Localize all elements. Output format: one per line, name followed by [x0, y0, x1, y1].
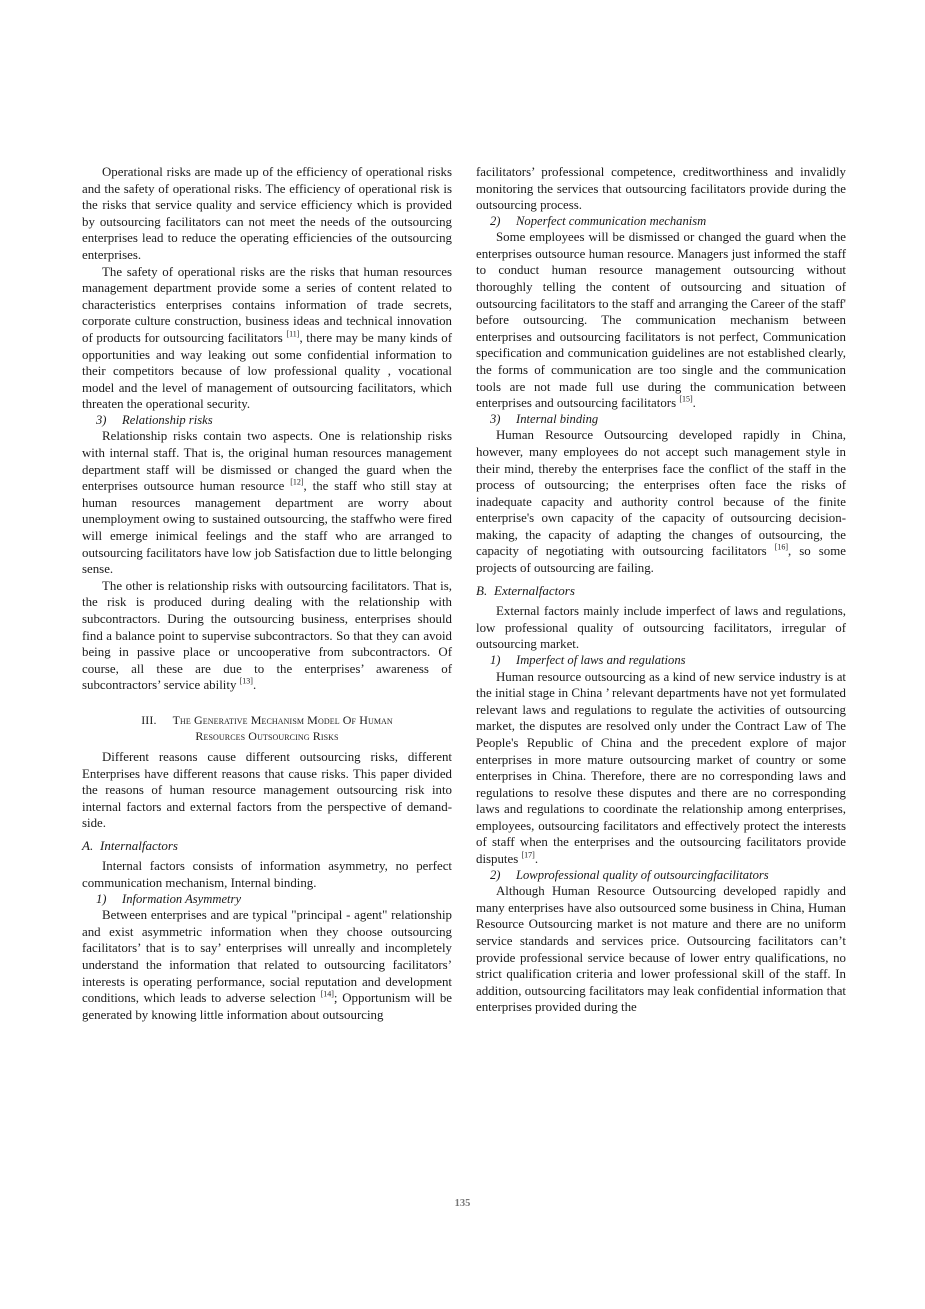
section-title: The Generative Mechanism Model Of Human	[172, 712, 393, 727]
citation: [14]	[320, 989, 334, 999]
citation: [12]	[290, 477, 304, 487]
subsection-number: 2)	[490, 867, 501, 882]
subsection-number: 1)	[490, 653, 501, 668]
paragraph-text: .	[692, 396, 696, 411]
section-number: B.	[476, 582, 488, 598]
subsection-heading	[490, 412, 846, 428]
section-heading-line	[82, 712, 452, 729]
paragraph-text: Internal factors consists of information asymmetry, no perfect communication mechanism, Internal binding.	[82, 859, 452, 891]
paragraph	[82, 428, 452, 577]
subsection-title: Information Asymmetry	[122, 891, 242, 906]
paragraph-text: The other is relationship risks with outsourcing facilitators. That is, the risk is produced during dealing with the relationship with subcontractors. During the outsourcing business, enterprises should find a balance point to supervise subcontractors. So that they can avoid being in passive place or uncooperative from subcontractors. Of course, all these are due to the enterprises’ awareness of subcontractors’ service ability	[82, 578, 452, 693]
left-column	[82, 164, 452, 1023]
subsection-number: 1)	[96, 891, 107, 906]
subsection-heading	[96, 892, 452, 908]
paragraph	[476, 229, 846, 412]
section-title: Resources Outsourcing Risks	[195, 729, 339, 744]
section-heading	[82, 838, 452, 855]
subsection-title: Imperfect of laws and regulations	[516, 653, 686, 668]
paragraph	[476, 669, 846, 868]
section-heading	[82, 712, 452, 745]
paragraph-text: .	[252, 678, 257, 693]
subsection-title: Internal binding	[516, 411, 599, 426]
citation: [15]	[679, 394, 693, 404]
paragraph-text: ; Opportunism will be generated by knowing little information about outsourcing	[82, 991, 452, 1022]
right-column	[476, 164, 846, 1016]
paragraph-text: Human Resource Outsourcing developed rapidly in China, however, many employees do not accept such management style in their mind, thereby the enterprises face the conflict of the staff in the process of outsourcing; the enterprises often face the risks of inadequate capacity and authority control because of the finite enterprise's own capacity of the capacity of outsourcing decision-making, the capacity of adapting the changes of outsourcing, the capacity of negotiating with outsourcing facilitators	[476, 428, 846, 559]
citation: [13]	[239, 677, 253, 687]
paragraph	[82, 749, 452, 832]
section-title: Internalfactors	[100, 837, 178, 853]
section-heading	[476, 583, 846, 600]
paragraph-text: Human resource outsourcing as a kind of new service industry is at the initial stage in China ’ relevant departments have not yet formulated relevant laws and regulations to regulate the activities of outsourcing market, the disputes are resolved only under the Contract Law of The People's Republic of China and the precedent explore of major enterprises in more mature outsourcing market of country or some enterprises in China. Therefore, there are no corresponding laws and regulations to resolve these disputes and there are no corresponding laws and regulations to coordinate the relationship among enterprises, employees, outsourcing facilitators and effectively protect the interests of staff when the enterprises and the outsourcing facilitators provide disputes	[476, 669, 846, 867]
section-title: Externalfactors	[494, 582, 575, 598]
paragraph-text: The safety of operational risks are the risks that human resources management department provide some a series of content related to characteristics enterprises contains information of trade secrets, corporate culture construction, business ideas and technical innovation of products for outsourcing facilitators	[82, 264, 452, 345]
paragraph-text: .	[534, 852, 539, 867]
paragraph	[476, 164, 846, 214]
paragraph-text: External factors mainly include imperfect of laws and regulations, low professional quality of outsourcing facilitators, irregular of outsourcing market.	[476, 604, 846, 652]
section-number: A.	[82, 837, 94, 853]
subsection-title: Noperfect communication mechanism	[516, 213, 707, 228]
paragraph	[82, 907, 452, 1023]
page-number: 135	[454, 1198, 471, 1209]
paragraph	[476, 603, 846, 653]
subsection-heading	[490, 653, 846, 669]
subsection-heading	[490, 868, 846, 884]
paragraph	[82, 578, 452, 694]
section-number: III.	[141, 712, 157, 727]
subsection-number: 3)	[96, 412, 107, 427]
citation: [11]	[286, 329, 300, 339]
paragraph-text: Although Human Resource Outsourcing developed rapidly and many enterprises have also outsourced some business in China, Human Resource Outsourcing market is not mature and there are no uniform service standards and services price. Outsourcing facilitators can’t provide professional service because of lower entry qualifications, no strict qualification criteria and lower professional skill of the staff. In addition, outsourcing facilitators may leak confidential information that enterprises provided during the	[476, 884, 846, 1015]
paragraph	[476, 427, 846, 576]
paragraph-text: Some employees will be dismissed or changed the guard when the enterprises outsource human resource. Managers just informed the staff to conduct human resource management outsourcing without thoroughly telling the content of outsourcing and situation of outsourcing facilitators to the staff and arranging the Career of the staff' before outsourcing. The communication mechanism between enterprises and outsourcing facilitators is not perfect, Communication specification and communication guidelines are not established clearly, the forms of communication are too single and the communication tools are not made full use during the communication between enterprises and outsourcing facilitators	[476, 230, 846, 411]
paragraph-text: Operational risks are made up of the efficiency of operational risks and the safety of operational risks. The efficiency of operational risk is the risks that service quality and service efficiency which is provided by outsourcing facilitators can not meet the needs of the outsourcing enterprises lead to reduce the operating efficiencies of the outsourcing enterprises.	[82, 165, 452, 262]
paragraph	[82, 264, 452, 413]
citation: [17]	[521, 850, 535, 860]
paragraph	[82, 164, 452, 264]
paragraph-text: , there may be many kinds of opportunities and way leaking out some confidential information to their competitors because of low professional quality , vocational model and the level of management of outsourcing facilitators, which threaten the operational security.	[82, 330, 452, 412]
paragraph-text: , so some projects of outsourcing are failing.	[476, 544, 846, 576]
subsection-number: 3)	[490, 411, 501, 426]
subsection-heading	[96, 413, 452, 429]
paragraph-text: facilitators’ professional competence, creditworthiness and invalidly monitoring the services that outsourcing facilitators provide during the outsourcing process.	[476, 165, 846, 213]
subsection-title: Lowprofessional quality of outsourcingfacilitators	[516, 867, 769, 882]
paragraph	[82, 858, 452, 891]
paragraph-text: Relationship risks contain two aspects. One is relationship risks with internal staff. That is, the original human resources management department staff will be dismissed or changed the guard when the enterprises outsource human resource	[82, 429, 452, 494]
paragraph-text: Between enterprises and are typical "principal - agent" relationship and exist asymmetric information when they choose outsourcing facilitators’ that is to say’ enterprises will unreally and incompletely understand the information that related to outsourcing facilitators’ interests is operating performance, social reputation and development conditions, which leads to adverse selection	[82, 908, 452, 1006]
subsection-heading	[490, 214, 846, 230]
subsection-number: 2)	[490, 213, 501, 228]
paragraph-text: Different reasons cause different outsourcing risks, different Enterprises have different reasons that cause risks. This paper divided the reasons of human resource management outsourcing risk into internal factors and external factors from the perspective of demand-side.	[82, 749, 452, 831]
subsection-title: Relationship risks	[122, 412, 213, 427]
paragraph	[476, 883, 846, 1016]
paragraph-text: , the staff who still stay at human resources management department are worry about unemployment owing to sustained outsourcing, the staffwho were fired will emerge inimical feelings and the staff who are arranged to outsourcing facilitators have low job Satisfaction due to little belonging sense.	[82, 479, 452, 577]
citation: [16]	[774, 543, 789, 553]
